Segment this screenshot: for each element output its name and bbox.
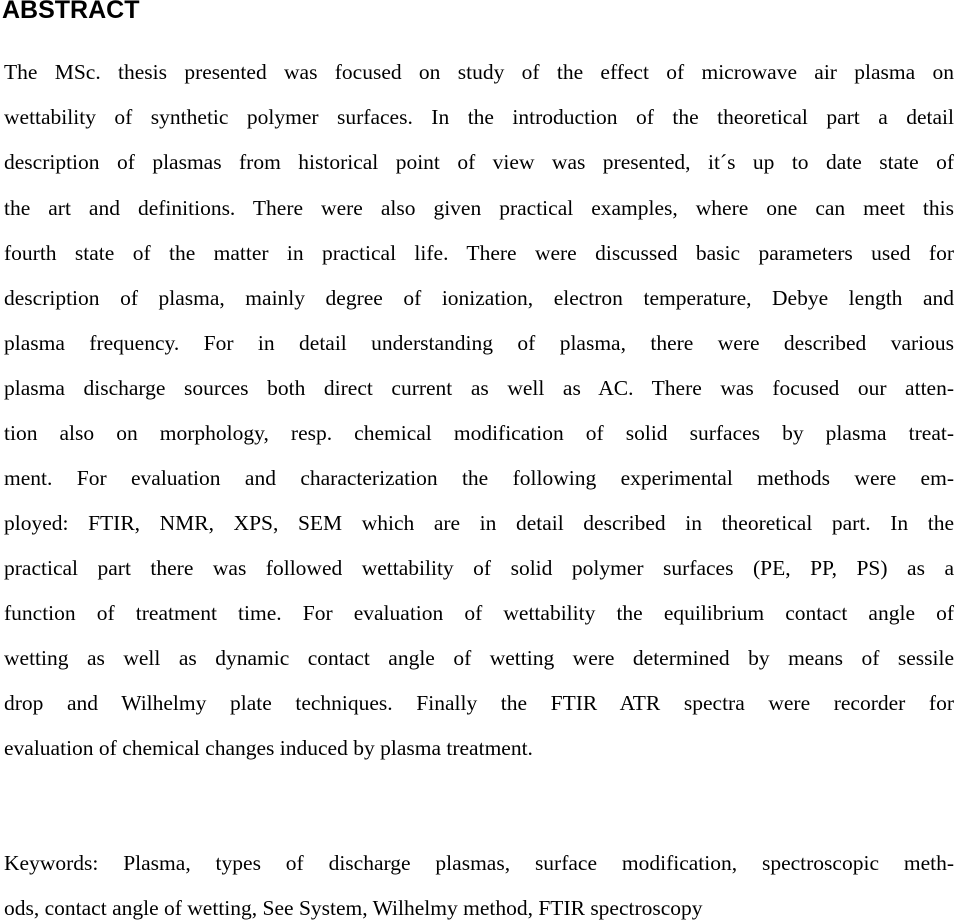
abstract-line: wettability of synthetic polymer surfaces. In the introduction of the theoretical part a detail: [4, 105, 954, 129]
abstract-line: tion also on morphology, resp. chemical modification of solid surfaces by plasma treat-: [4, 421, 954, 445]
abstract-line: evaluation of chemical changes induced by plasma treatment.: [4, 736, 533, 760]
abstract-line: the art and definitions. There were also given practical examples, where one can meet this: [4, 196, 954, 220]
abstract-line: ment. For evaluation and characterization the following experimental methods were em-: [4, 466, 954, 490]
abstract-line: function of treatment time. For evaluation of wettability the equilibrium contact angle of: [4, 601, 954, 625]
abstract-line: practical part there was followed wettability of solid polymer surfaces (PE, PP, PS) as a: [4, 556, 954, 580]
abstract-heading: ABSTRACT: [2, 0, 140, 24]
abstract-line: plasma frequency. For in detail understanding of plasma, there were described various: [4, 331, 954, 355]
keywords-line: ods, contact angle of wetting, See System, Wilhelmy method, FTIR spectroscopy: [4, 896, 703, 920]
abstract-line: The MSc. thesis presented was focused on study of the effect of microwave air plasma on: [4, 60, 954, 84]
keywords-line: Keywords: Plasma, types of discharge plasmas, surface modification, spectroscopic meth-: [4, 851, 954, 875]
abstract-line: plasma discharge sources both direct current as well as AC. There was focused our atten-: [4, 376, 954, 400]
abstract-line: fourth state of the matter in practical life. There were discussed basic parameters used for: [4, 241, 954, 265]
abstract-line: ployed: FTIR, NMR, XPS, SEM which are in detail described in theoretical part. In the: [4, 511, 954, 535]
abstract-line: wetting as well as dynamic contact angle of wetting were determined by means of sessile: [4, 646, 954, 670]
abstract-line: description of plasma, mainly degree of ionization, electron temperature, Debye length and: [4, 286, 954, 310]
abstract-line: drop and Wilhelmy plate techniques. Finally the FTIR ATR spectra were recorder for: [4, 691, 954, 715]
abstract-line: description of plasmas from historical point of view was presented, it´s up to date state of: [4, 150, 954, 174]
